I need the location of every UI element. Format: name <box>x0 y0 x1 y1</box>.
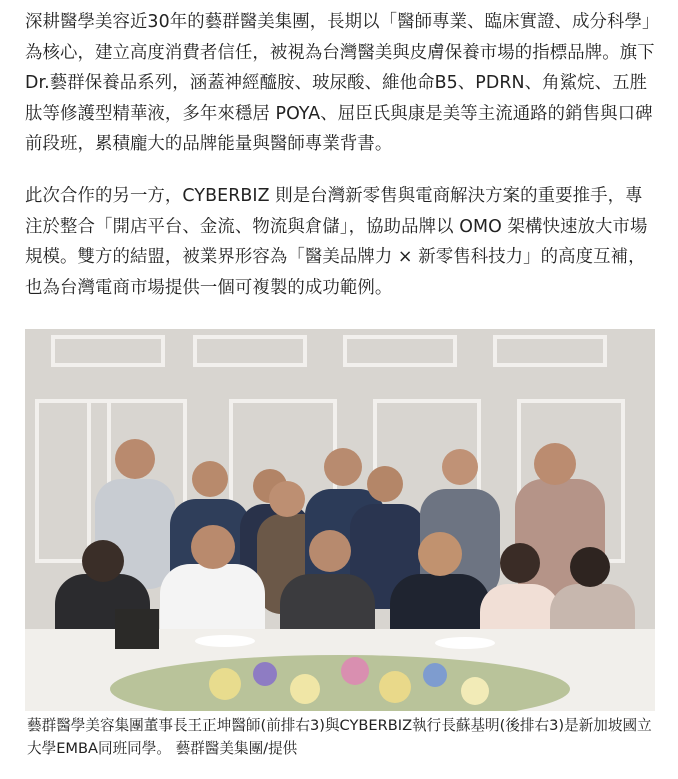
photo-caption: 藝群醫學美容集團董事長王正坤醫師(前排右3)與CYBERBIZ執行長蘇基明(後排右3)是新加坡國立大學EMBA同班同學。 藝群醫美集團/提供 <box>27 717 652 757</box>
article-paragraph-1: 深耕醫學美容近30年的藝群醫美集團，長期以「醫師專業、臨床實證、成分科學」為核心，建立高度消費者信任，被視為台灣醫美與皮膚保養市場的指標品牌。旗下 Dr.藝群保養品系列，涵蓋神經醯胺、玻尿酸、維他命B5、PDRN、角鯊烷、五胜肽等修護型精華液，多年來穩居 POYA、屈臣氏與康是美等主流通路的銷售與口碑前段班，累積龐大的品牌能量與醫師專業背書。 <box>25 12 655 155</box>
group-photo <box>25 329 655 711</box>
article-paragraph-2: 此次合作的另一方，CYBERBIZ 則是台灣新零售與電商解決方案的重要推手，專注於整合「開店平台、金流、物流與倉儲」，協助品牌以 OMO 架構快速放大市場規模。雙方的結盟，被業界形容為「醫美品牌力 × 新零售科技力」的高度互補，也為台灣電商市場提供一個可複製的成功範例。 <box>25 186 648 298</box>
